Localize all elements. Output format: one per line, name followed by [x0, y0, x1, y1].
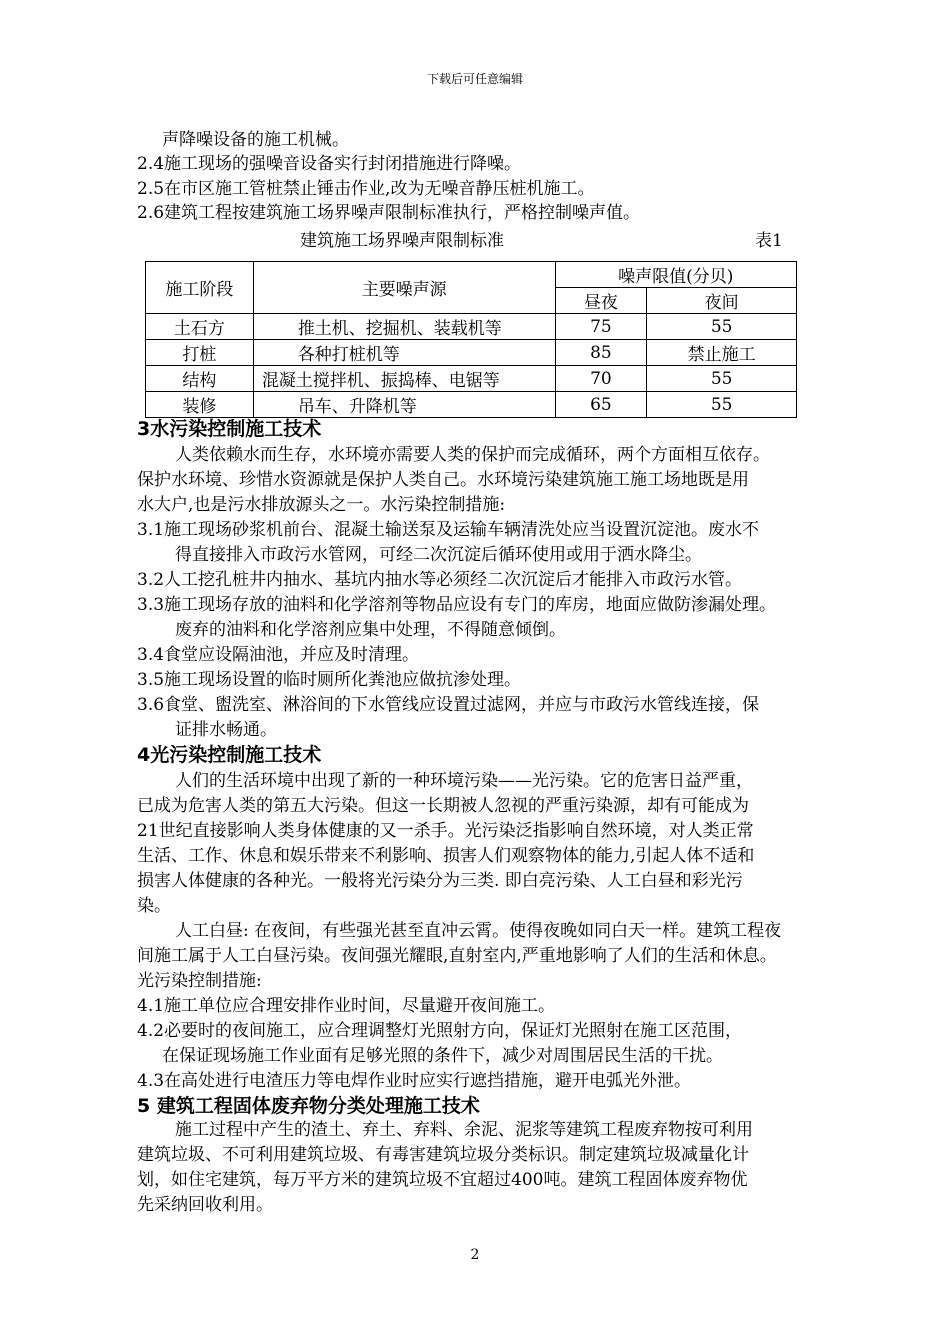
text-line: 划，如住宅建筑，每万平方米的建筑垃圾不宜超过400吨。建筑工程固体废弃物优 [137, 1170, 748, 1190]
text-line: 水大户,也是污水排放源头之一。水污染控制措施: [137, 495, 506, 515]
table-row [146, 366, 797, 392]
cell-source: 各种打桩机等 [253, 340, 555, 366]
text-line: 2.6建筑工程按建筑施工场界噪声限制标准执行，严格控制噪声值。 [137, 203, 641, 223]
cell-stage: 结构 [146, 366, 254, 392]
text-line: 声降噪设备的施工机械。 [162, 130, 349, 150]
text-line: 得直接排入市政污水管网，可经二次沉淀后循环使用或用于洒水降尘。 [175, 545, 702, 565]
cell-stage: 土石方 [146, 314, 254, 340]
cell-night: 55 [647, 366, 797, 392]
section-heading: 4光污染控制施工技术 [137, 744, 322, 766]
cell-stage: 打桩 [146, 340, 254, 366]
table-number: 表1 [755, 231, 783, 251]
header-note: 下载后可任意编辑 [426, 72, 523, 86]
text-line: 3.5施工现场设置的临时厕所化粪池应做抗渗处理。 [137, 670, 522, 690]
noise-limit-table [145, 261, 797, 418]
text-line: 人工白昼: 在夜间，有些强光甚至直冲云霄。使得夜晚如同白天一样。建筑工程夜 [175, 921, 782, 941]
cell-source: 混凝土搅拌机、振捣棒、电锯等 [253, 366, 555, 392]
text-line: 已成为危害人类的第五大污染。但这一长期被人忽视的严重污染源，却有可能成为 [137, 796, 749, 816]
text-line: 3.6食堂、盥洗室、淋浴间的下水管线应设置过滤网，并应与市政污水管线连接，保 [137, 695, 760, 715]
header-limit: 噪声限值(分贝) [555, 262, 796, 288]
cell-night: 55 [647, 314, 797, 340]
text-line: 生活、工作、休息和娱乐带来不利影响、损害人们观察物体的能力,引起人体不适和 [137, 846, 755, 866]
cell-source: 推土机、挖掘机、装载机等 [253, 314, 555, 340]
text-line: 先采纳回收利用。 [137, 1195, 273, 1215]
text-line: 在保证现场施工作业面有足够光照的条件下，减少对周围居民生活的干扰。 [162, 1046, 723, 1066]
page-number: 2 [470, 1247, 480, 1263]
text-line: 3.1施工现场砂浆机前台、混凝土输送泵及运输车辆清洗处应当设置沉淀池。废水不 [137, 520, 760, 540]
table-row [146, 314, 797, 340]
table-row [146, 340, 797, 366]
text-line: 保护水环境、珍惜水资源就是保护人类自己。水环境污染建筑施工施工场地既是用 [137, 470, 749, 490]
text-line: 损害人体健康的各种光。一般将光污染分为三类. 即白亮污染、人工白昼和彩光污 [137, 871, 743, 891]
cell-night: 55 [647, 392, 797, 418]
text-line: 3.3施工现场存放的油料和化学溶剂等物品应设有专门的库房，地面应做防渗漏处理。 [137, 595, 777, 615]
text-line: 施工过程中产生的渣土、弃土、弃料、余泥、泥浆等建筑工程废弃物按可利用 [175, 1120, 753, 1140]
cell-source: 吊车、升降机等 [253, 392, 555, 418]
cell-day: 65 [555, 392, 647, 418]
text-line: 21世纪直接影响人类身体健康的又一杀手。光污染泛指影响自然环境，对人类正常 [137, 821, 754, 841]
text-line: 光污染控制措施: [137, 971, 262, 991]
text-line: 3.4食堂应设隔油池，并应及时清理。 [137, 645, 420, 665]
text-line: 染。 [137, 896, 171, 916]
section-heading: 5 建筑工程固体废弃物分类处理施工技术 [137, 1095, 480, 1117]
cell-day: 75 [555, 314, 647, 340]
text-line: 2.4施工现场的强噪音设备实行封闭措施进行降噪。 [137, 154, 522, 174]
text-line: 间施工属于人工白昼污染。夜间强光耀眼,直射室内,严重地影响了人们的生活和休息。 [137, 946, 777, 966]
text-line: 废弃的油料和化学溶剂应集中处理，不得随意倾倒。 [175, 620, 566, 640]
text-line: 2.5在市区施工管桩禁止锤击作业,改为无噪音静压桩机施工。 [137, 179, 595, 199]
header-source: 主要噪声源 [253, 262, 555, 314]
header-stage: 施工阶段 [146, 262, 254, 314]
table-header-row [146, 262, 797, 288]
cell-stage: 装修 [146, 392, 254, 418]
text-line: 人类依赖水而生存，水环境亦需要人类的保护而完成循环，两个方面相互依存。 [175, 445, 770, 465]
text-line: 人们的生活环境中出现了新的一种环境污染——光污染。它的危害日益严重， [175, 771, 753, 791]
text-line: 证排水畅通。 [175, 720, 277, 740]
section-heading: 3水污染控制施工技术 [137, 418, 322, 440]
table-caption: 建筑施工场界噪声限制标准 [300, 231, 504, 251]
cell-night: 禁止施工 [647, 340, 797, 366]
text-line: 4.1施工单位应合理安排作业时间，尽量避开夜间施工。 [137, 996, 556, 1016]
text-line: 建筑垃圾、不可利用建筑垃圾、有毒害建筑垃圾分类标识。制定建筑垃圾减量化计 [137, 1145, 749, 1165]
header-night: 夜间 [647, 288, 797, 314]
text-line: 4.3在高处进行电渣压力等电焊作业时应实行遮挡措施，避开电弧光外泄。 [137, 1071, 692, 1091]
cell-day: 70 [555, 366, 647, 392]
text-line: 3.2人工挖孔桩井内抽水、基坑内抽水等必须经二次沉淀后才能排入市政污水管。 [137, 570, 743, 590]
cell-day: 85 [555, 340, 647, 366]
text-line: 4.2必要时的夜间施工，应合理调整灯光照射方向，保证灯光照射在施工区范围， [137, 1021, 743, 1041]
header-day: 昼夜 [555, 288, 647, 314]
